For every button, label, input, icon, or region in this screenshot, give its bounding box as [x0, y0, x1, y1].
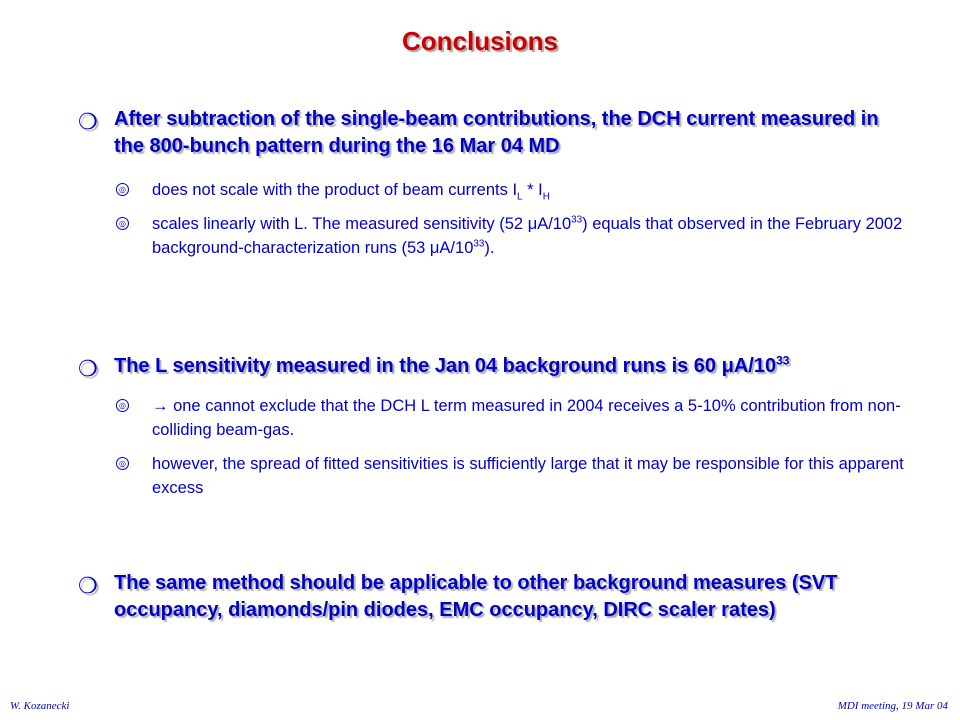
- bullet-3-text-block: [78, 570, 908, 624]
- subscript-h: H: [542, 191, 550, 203]
- mu-symbol: μ: [721, 355, 734, 377]
- bullet-2-sub-2: [114, 452, 908, 500]
- bullet-2: [78, 353, 908, 500]
- bullet-3-text: The same method should be applicable to other background measures (SVT occupancy, diamonds/pin diodes, EMC occupancy, DIRC scaler rates): [114, 572, 838, 621]
- sub-text: * I: [522, 181, 543, 199]
- footer-author: W. Kozanecki: [10, 700, 70, 712]
- bullet-1-text-block: [78, 106, 908, 160]
- sub-text: ).: [484, 239, 495, 257]
- superscript: 33: [776, 353, 790, 368]
- sub-bullet-icon: ◎: [116, 217, 129, 230]
- right-arrow-icon: →: [152, 397, 169, 415]
- bullet-1-text: After subtraction of the single-beam contributions, the DCH current measured in the 800-bunch pattern during the 16 Mar 04 MD: [114, 108, 879, 157]
- sub-text: ) equals that observed in the February 2002 background-characterization runs (53: [152, 215, 903, 257]
- sub-text: does not scale with the product of beam currents I: [152, 181, 518, 199]
- bullet-2-text: A/10: [733, 355, 777, 377]
- sub-text: A/10: [537, 215, 572, 233]
- superscript: 33: [473, 238, 485, 250]
- bullet-2-sub-1: [114, 394, 908, 442]
- superscript: 33: [571, 214, 583, 226]
- bullet-1-sub-2: [114, 212, 908, 260]
- subscript-l: L: [517, 191, 523, 203]
- sub-text: A/10: [439, 239, 474, 257]
- sub-text: however, the spread of fitted sensitivities is sufficiently large that it may be responsible for this apparent excess: [152, 455, 904, 497]
- footer-meeting: MDI meeting, 19 Mar 04: [837, 700, 948, 712]
- bullet-1-sub-1: [114, 178, 908, 202]
- bullet-1: [78, 106, 908, 260]
- hollow-square-bullet-icon: ❍: [78, 573, 98, 598]
- bullet-3: [78, 570, 908, 624]
- sub-bullet-icon: ◎: [116, 399, 129, 412]
- sub-text: one cannot exclude that the DCH L term measured in 2004 receives a 5-10% contribution from non-colliding beam-gas.: [152, 397, 901, 439]
- sub-bullet-icon: ◎: [116, 457, 129, 470]
- hollow-square-bullet-icon: ❍: [78, 356, 98, 381]
- bullet-2-text-block: [78, 353, 908, 380]
- sub-text: scales linearly with L. The measured sensitivity (52: [152, 215, 528, 233]
- mu-symbol: μ: [527, 215, 538, 233]
- slide-title: Conclusions: [401, 26, 558, 56]
- bullet-2-text: The L sensitivity measured in the Jan 04 background runs is 60: [114, 355, 722, 377]
- hollow-square-bullet-icon: ❍: [78, 109, 98, 134]
- mu-symbol: μ: [429, 239, 440, 257]
- sub-bullet-icon: ◎: [116, 183, 129, 196]
